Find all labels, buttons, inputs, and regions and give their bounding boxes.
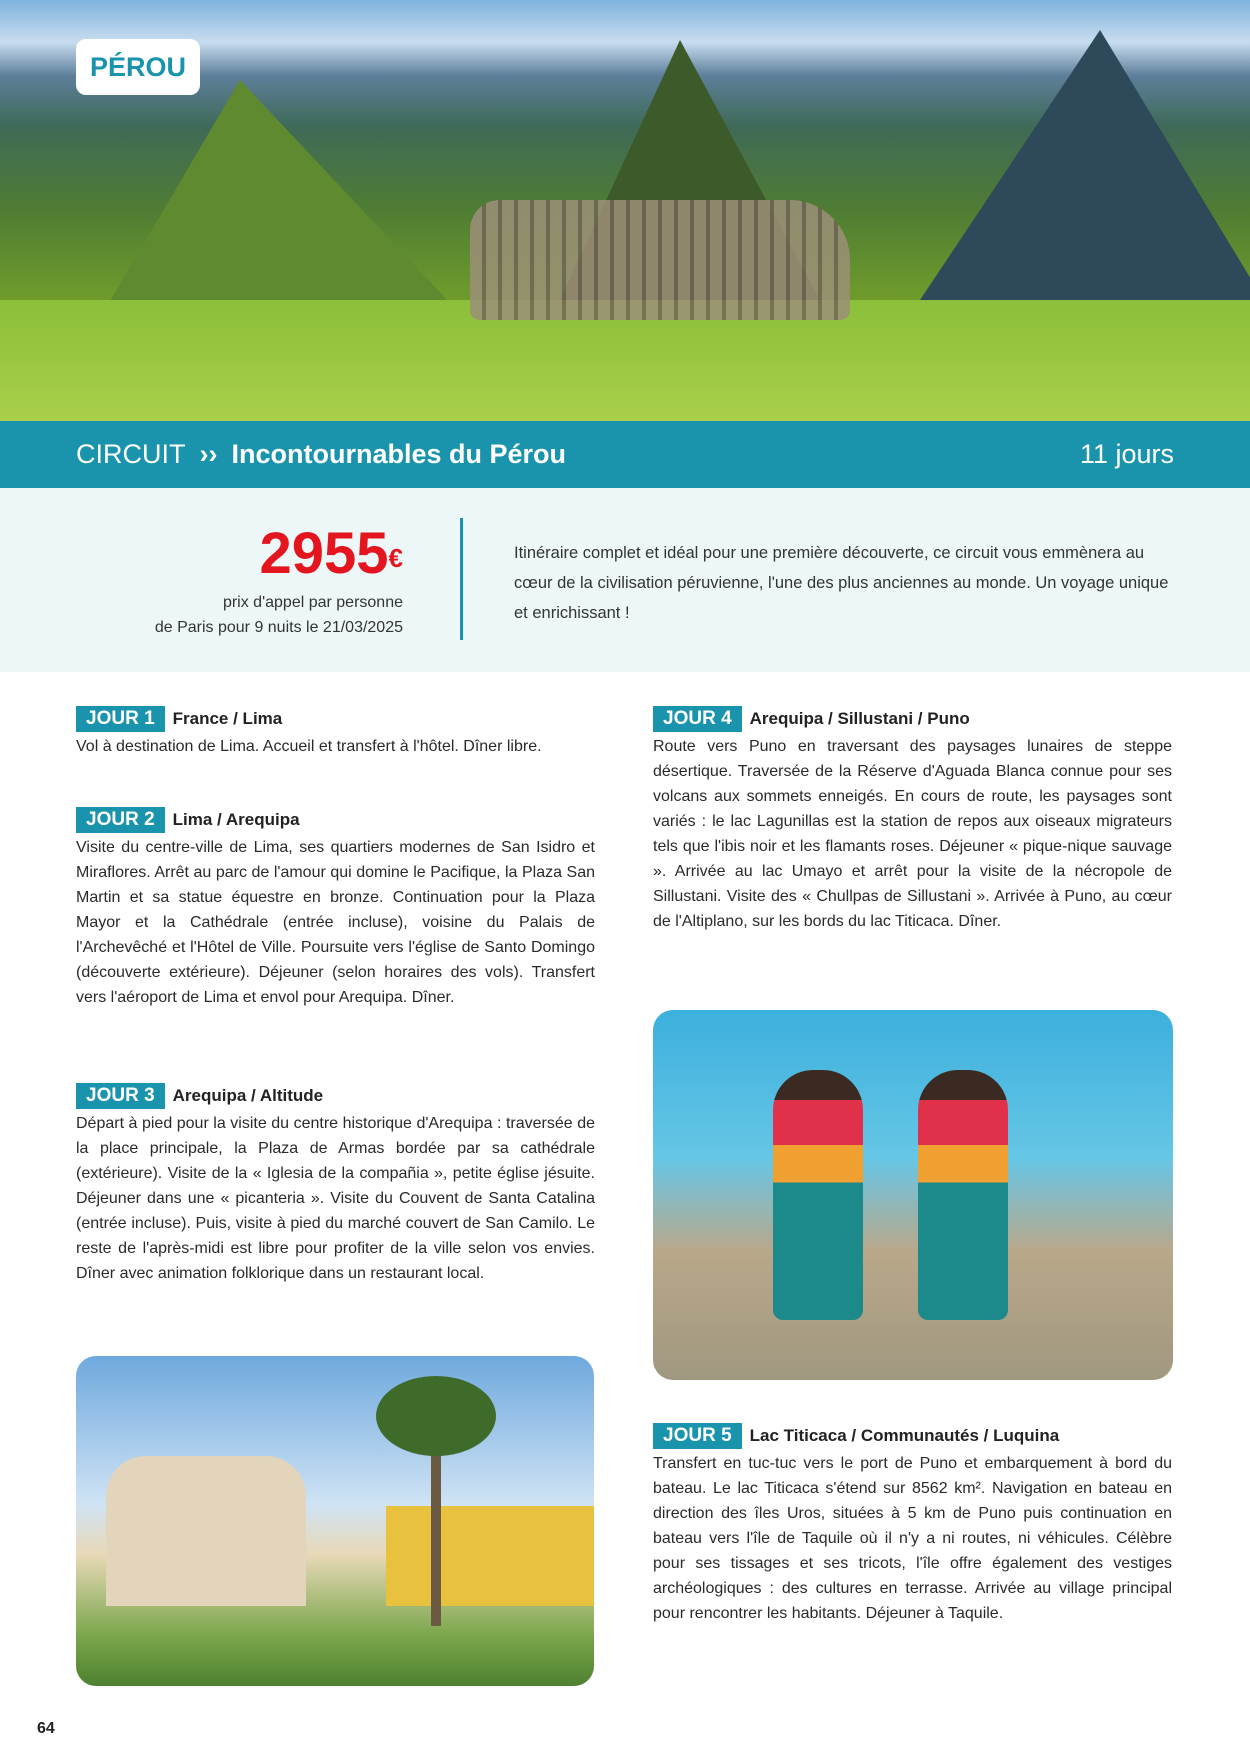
day-text: Visite du centre-ville de Lima, ses quartiers modernes de San Isidro et Miraflores. Arrêt au parc de l'amour qui domine le Pacifique, la Plaza San Martin et sa statue équestre en bronze. Continuation pour la Plaza Mayor et la Cathédrale (entrée incluse), voisine du Palais de l'Archevêché et l'Hôtel de Ville. Poursuite vers l'église de Santo Domingo (découverte extérieure). Déjeuner (selon horaires des vols). Transfert vers l'aéroport de Lima et envol pour Arequipa. Dîner. [76,839,595,1006]
day-title: Lima / Arequipa [172,810,300,829]
day-title: Arequipa / Altitude [172,1086,324,1105]
day-text: Route vers Puno en traversant des paysages lunaires de steppe désertique. Traversée de la Réserve d'Aguada Blanca connue pour ses volcans aux sommets enneigés. En cours de route, les paysages sont variés : le lac Lagunillas est la station de repos aux oiseaux migrateurs tels que l'ibis noir et les flamants roses. Déjeuner « pique-nique sauvage ». Arrivée au lac Umayo et arrêt pour la visite de la nécropole de Sillustani. Visite des « Chullpas de Sillustani ». Arrivée à Puno, au cœur de l'Altiplano, sur les bords du lac Titicaca. Dîner. [653,738,1172,930]
circuit-title: Incontournables du Pérou [231,439,567,469]
palm-trunk [431,1436,441,1626]
price-amount [100,521,403,586]
day-tag: JOUR 1 [76,706,165,732]
photo-titicaca-women [653,1010,1173,1380]
day-tag: JOUR 4 [653,706,742,732]
price-note-1: prix d'appel par personne [222,594,403,611]
page-number: 64 [37,1720,55,1737]
hero-photo-machu-picchu [0,0,1250,421]
day-tag: JOUR 3 [76,1083,165,1109]
day-text: Transfert en tuc-tuc vers le port de Puno et embarquement à bord du bateau. Le lac Titicaca s'étend sur 8562 km². Navigation en bateau en direction des îles Uros, situées à 5 km de Puno puis continuation en bateau vers l'île de Taquile où il n'y a ni routes, ni véhicules. Célèbre pour ses tissages et ses tricots, l'île offre également des vestiges archéologiques : des cultures en terrasse. Arrivée au village principal pour rencontrer les habitants. Déjeuner à Taquile. [653,1455,1172,1622]
day-title: France / Lima [172,709,283,728]
day-title: Lac Titicaca / Communautés / Luquina [749,1426,1060,1445]
day-text: Départ à pied pour la visite du centre historique d'Arequipa : traversée de la place principale, la Plaza de Armas bordée par sa cathédrale (extérieure). Visite de la « Iglesia de la compañia », petite église jésuite. Déjeuner dans une « picanteria ». Visite du Couvent de Santa Catalina (entrée incluse). Puis, visite à pied du marché couvert de San Camilo. Le reste de l'après-midi est libre pour profiter de la ville selon vos envies. Dîner avec animation folklorique dans un restaurant local. [76,1115,595,1282]
day-1 [76,705,595,759]
cathedral [106,1456,306,1606]
circuit-duration: 11 jours [1079,439,1174,469]
circuit-title-bar [0,421,1250,488]
woman-figure [918,1070,1008,1320]
day-2 [76,806,595,1010]
price-block [100,521,403,640]
price-value: 2955 [259,521,389,586]
photo-lima-plaza-mayor [76,1356,594,1686]
divider [460,518,463,640]
ruins [470,200,850,320]
woman-figure [773,1070,863,1320]
country-badge: PÉROU [76,39,200,95]
day-title: Arequipa / Sillustani / Puno [749,709,970,728]
price-note-2: de Paris pour 9 nuits le 21/03/2025 [154,619,403,636]
day-3 [76,1082,595,1286]
intro-panel [0,488,1250,672]
palm-tree [376,1376,496,1456]
day-4 [653,705,1172,934]
yellow-building [386,1506,594,1606]
day-text: Vol à destination de Lima. Accueil et transfert à l'hôtel. Dîner libre. [76,738,542,755]
circuit-description: Itinéraire complet et idéal pour une première découverte, ce circuit vous emmènera au cœur de la civilisation péruvienne, l'une des plus anciennes au monde. Un voyage unique et enrichissant ! [514,544,1169,622]
day-tag: JOUR 2 [76,807,165,833]
price-currency: € [388,543,403,573]
day-tag: JOUR 5 [653,1423,742,1449]
circuit-category: CIRCUIT [76,439,186,469]
chevron-separator-icon: ›› [199,439,218,469]
day-5 [653,1422,1172,1626]
